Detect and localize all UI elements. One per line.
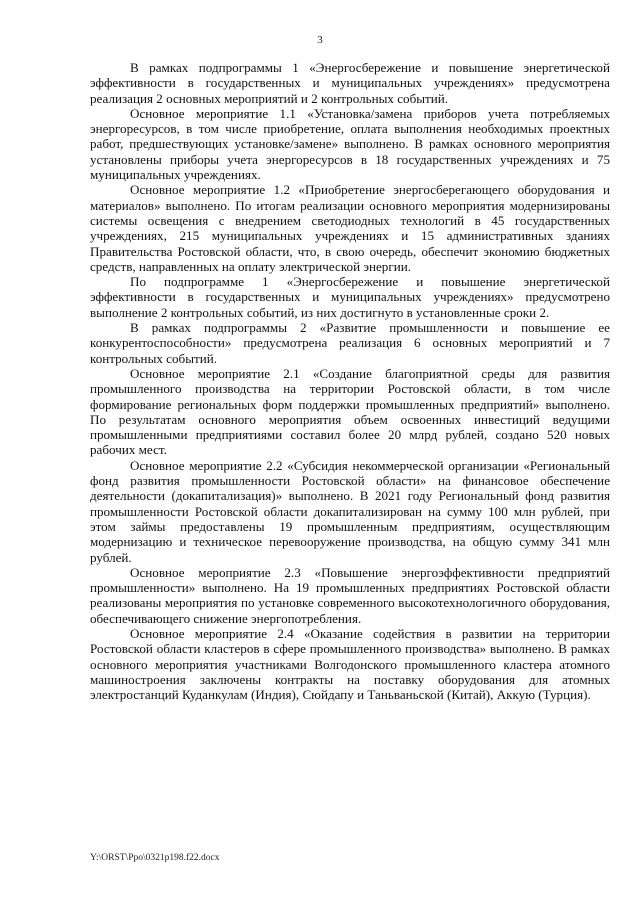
- document-body: [90, 60, 610, 702]
- paragraph-measure-2-1: Основное мероприятие 2.1 «Создание благоприятной среды для развития промышленного производства на территории Ростовской области, в том числе формирование региональных форм поддержки промышленных предприятий» выполнено. По результатам основного мероприятия объем освоенных инвестиций ведущими промышленными предприятиями составил более 20 млрд рублей, создано 520 новых рабочих мест.: [90, 365, 610, 458]
- paragraph-subprogram-2: В рамках подпрограммы 2 «Развитие промышленности и повышение ее конкурентоспособности» предусмотрена реализация 6 основных мероприятий и 7 контрольных событий.: [90, 320, 610, 366]
- paragraph-measure-1-1: Основное мероприятие 1.1 «Установка/замена приборов учета потребляемых энергоресурсов, в том числе приобретение, оплата выполнения необходимых проектных работ, предшествующих установке/замене» выполнено. В рамках основного мероприятия установлены приборы учета энергоресурсов в 18 государственных учреждениях и 75 муниципальных учреждениях.: [90, 105, 610, 183]
- paragraph-measure-2-4: Основное мероприятие 2.4 «Оказание содействия в развитии на территории Ростовской области кластеров в сфере промышленного производства» выполнено. В рамках основного мероприятия участниками Волгодонского промышленного кластера атомного машиностроения заключены контракты на поставку оборудования для атомных электростанций Куданкулам (Индия), Сюйдапу и Таньваньской (Китай), Аккую (Турция).: [90, 625, 610, 703]
- paragraph-subprogram-1: В рамках подпрограммы 1 «Энергосбережение и повышение энергетической эффективности в государственных и муниципальных учреждениях» предусмотрена реализация 2 основных мероприятий и 2 контрольных событий.: [90, 60, 610, 106]
- paragraph-subprogram-1-events: По подпрограмме 1 «Энергосбережение и повышение энергетической эффективности в государственных и муниципальных учреждениях» предусмотрено выполнение 2 контрольных событий, из них достигнуто в установленные сроки 2.: [90, 274, 610, 320]
- page-number: 3: [317, 34, 323, 46]
- paragraph-measure-1-2: Основное мероприятие 1.2 «Приобретение энергосберегающего оборудования и материалов» выполнено. По итогам реализации основного мероприятия модернизированы системы освещения с внедрением светодиодных технологий в 45 государственных учреждениях, 215 муниципальных учреждениях и 15 административных зданиях Правительства Ростовской области, что, в свою очередь, обеспечит экономию бюджетных средств, направленных на оплату электрической энергии.: [90, 182, 610, 274]
- paragraph-measure-2-3: Основное мероприятие 2.3 «Повышение энергоэффективности предприятий промышленности» выполнено. На 19 промышленных предприятиях Ростовской области реализованы мероприятия по установке современного высокотехнологичного оборудования, обеспечивающего снижение энергопотребления.: [90, 564, 610, 626]
- paragraph-measure-2-2: Основное мероприятие 2.2 «Субсидия некоммерческой организации «Региональный фонд развития промышленности Ростовской области» на финансовое обеспечение деятельности (докапитализация)» выполнено. В 2021 году Региональный фонд развития промышленности Ростовской области докапитализирован на сумму 100 млн рублей, при этом займы предоставлены 19 промышленным предприятиям, осуществляющим модернизацию и техническое перевооружение производства, на общую сумму 341 млн рублей.: [90, 457, 610, 565]
- footer-file-path: Y:\ORST\Ppo\0321p198.f22.docx: [90, 853, 220, 863]
